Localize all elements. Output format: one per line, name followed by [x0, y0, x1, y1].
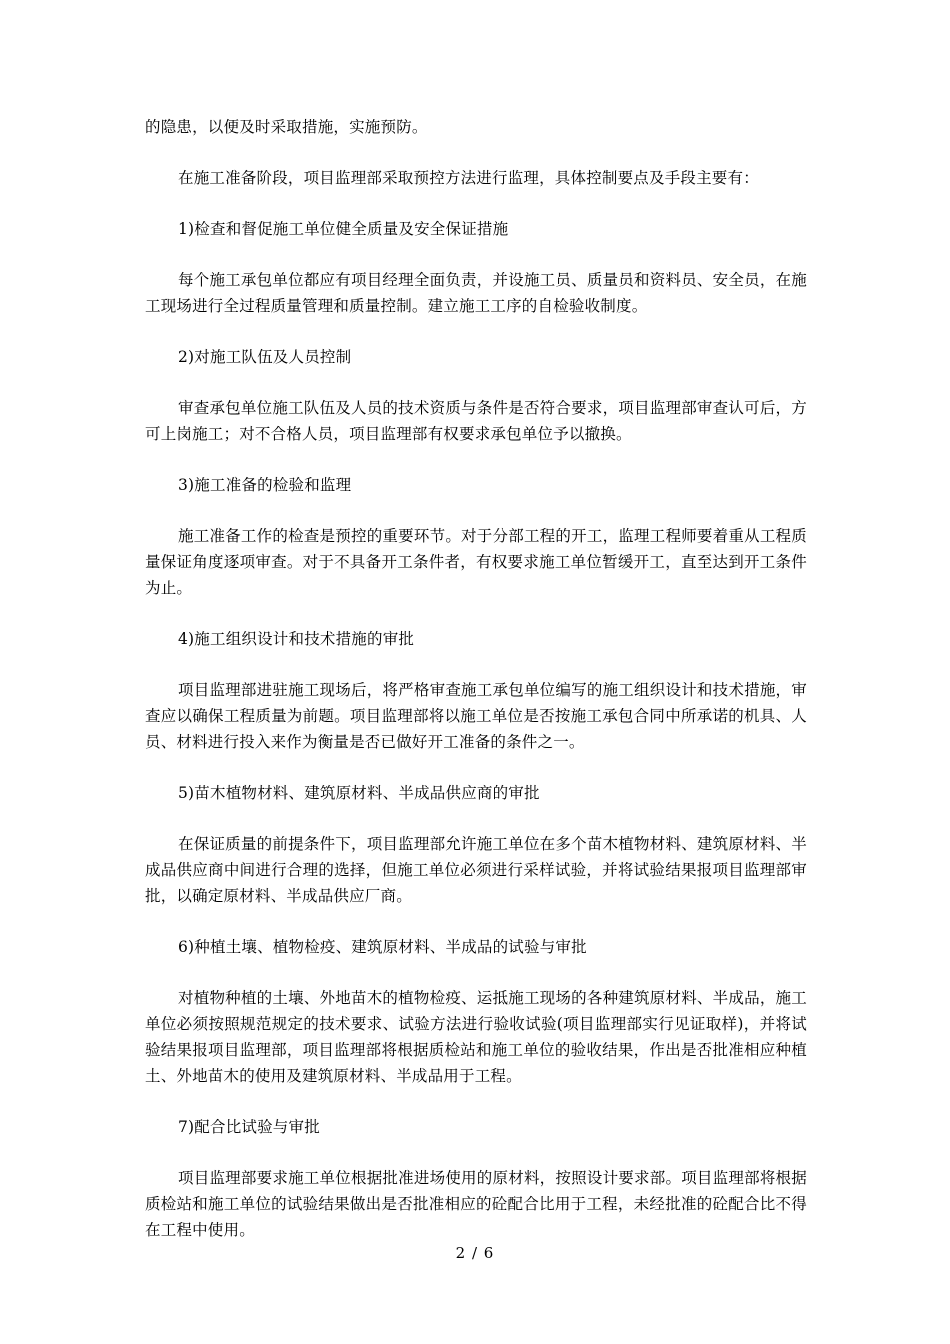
section-body-7: 项目监理部要求施工单位根据批准进场使用的原材料，按照设计要求部。项目监理部将根据质检站和施工单位的试验结果做出是否批准相应的砼配合比用于工程，未经批准的砼配合比不得在工程中使用。 [145, 1169, 807, 1239]
page-number: 2 / 6 [455, 1244, 495, 1262]
section-body-1: 每个施工承包单位都应有项目经理全面负责，并设施工员、质量员和资料员、安全员，在施工现场进行全过程质量管理和质量控制。建立施工工序的自检验收制度。 [145, 271, 807, 315]
paragraph-continuation: 的隐患，以便及时采取措施，实施预防。 [145, 118, 428, 136]
section-body-3: 施工准备工作的检查是预控的重要环节。对于分部工程的开工，监理工程师要着重从工程质量保证角度逐项审查。对于不具备开工条件者，有权要求施工单位暂缓开工，直至达到开工条件为止。 [145, 527, 807, 597]
section-heading-6: 6)种植土壤、植物检疫、建筑原材料、半成品的试验与审批 [178, 938, 587, 956]
section-heading-7: 7)配合比试验与审批 [178, 1118, 320, 1136]
section-heading-2: 2)对施工队伍及人员控制 [178, 348, 352, 366]
section-body-2: 审查承包单位施工队伍及人员的技术资质与条件是否符合要求，项目监理部审查认可后，方可上岗施工；对不合格人员，项目监理部有权要求承包单位予以撤换。 [145, 399, 807, 443]
section-body-5: 在保证质量的前提条件下，项目监理部允许施工单位在多个苗木植物材料、建筑原材料、半成品供应商中间进行合理的选择，但施工单位必须进行采样试验，并将试验结果报项目监理部审批，以确定原材料、半成品供应厂商。 [145, 835, 807, 905]
section-heading-3: 3)施工准备的检验和监理 [178, 476, 352, 494]
document-body [145, 114, 807, 1268]
paragraph-intro: 在施工准备阶段，项目监理部采取预控方法进行监理，具体控制要点及手段主要有： [178, 169, 759, 187]
section-heading-5: 5)苗木植物材料、建筑原材料、半成品供应商的审批 [178, 784, 540, 802]
section-body-4: 项目监理部进驻施工现场后，将严格审查施工承包单位编写的施工组织设计和技术措施，审查应以确保工程质量为前题。项目监理部将以施工单位是否按施工承包合同中所承诺的机具、人员、材料进行投入来作为衡量是否已做好开工准备的条件之一。 [145, 681, 807, 751]
section-body-6: 对植物种植的土壤、外地苗木的植物检疫、运抵施工现场的各种建筑原材料、半成品，施工单位必须按照规范规定的技术要求、试验方法进行验收试验(项目监理部实行见证取样)，并将试验结果报项目监理部，项目监理部将根据质检站和施工单位的验收结果，作出是否批准相应种植土、外地苗木的使用及建筑原材料、半成品用于工程。 [145, 989, 807, 1085]
section-heading-1: 1)检查和督促施工单位健全质量及安全保证措施 [178, 220, 509, 238]
section-heading-4: 4)施工组织设计和技术措施的审批 [178, 630, 415, 648]
